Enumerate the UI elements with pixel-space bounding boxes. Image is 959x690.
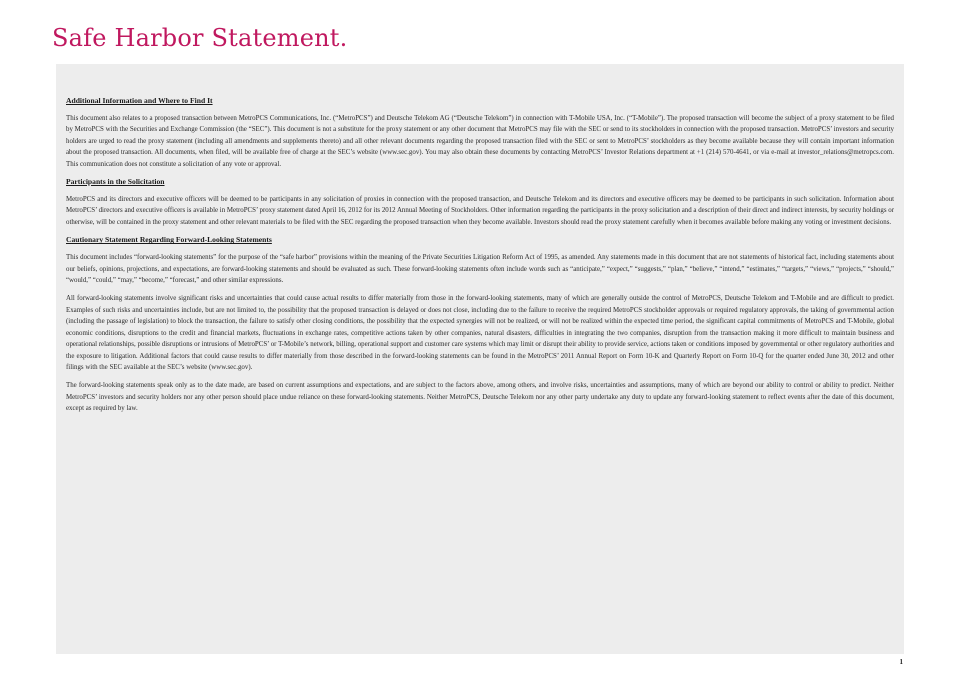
section-heading: Additional Information and Where to Find It xyxy=(66,96,213,105)
section-paragraph: This document also relates to a proposed transaction between MetroPCS Communications, Inc. (“MetroPCS”) and Deutsche Telekom AG (“Deutsche Telekom”) in connection with T-Mobile USA, Inc. (“T-Mobile”). The proposed transaction will become the subject of a proxy statement to be filed by MetroPCS with the Securities and Exchange Commission (the “SEC”). This document is not a substitute for the proxy statement or any other document that MetroPCS may file with the SEC or send to its stockholders in connection with the proposed transaction. MetroPCS’ investors and security holders are urged to read the proxy statement (including all amendments and supplements thereto) and all other relevant documents regarding the proposed transaction filed with the SEC or sent to MetroPCS’ stockholders as they become available because they will contain important information about the proposed transaction. All documents, when filed, will be available free of charge at the SEC’s website (www.sec.gov). You may also obtain these documents by contacting MetroPCS’ Investor Relations department at +1 (214) 570-4641, or via e-mail at investor_relations@metropcs.com. This communication does not constitute a solicitation of any vote or approval. xyxy=(66,115,894,168)
section-heading: Cautionary Statement Regarding Forward-Looking Statements xyxy=(66,235,272,245)
section-paragraph: MetroPCS and its directors and executive officers will be deemed to be participants in any solicitation of proxies in connection with the proposed transaction, and Deutsche Telekom and its directors and executive officers may be deemed to be participants in such solicitation. Information about MetroPCS’ directors and executive officers is available in MetroPCS’ proxy statement dated April 16, 2012 for its 2012 Annual Meeting of Stockholders. Other information regarding the participants in the proxy solicitation and a description of their direct and indirect interests, by security holdings or otherwise, will be contained in the proxy statement and other relevant materials to be filed with the SEC regarding the proposed transaction when they become available. Investors should read the proxy statement carefully when it becomes available before making any voting or investment decisions. xyxy=(66,196,894,226)
page-title: Safe Harbor Statement. xyxy=(52,24,348,52)
section-additional-information xyxy=(66,96,894,170)
section-paragraph: All forward-looking statements involve significant risks and uncertainties that could cause actual results to differ materially from those in the forward-looking statements, many of which are generally outside the control of MetroPCS, Deutsche Telekom and T-Mobile and are difficult to predict. Examples of such risks and uncertainties include, but are not limited to, the possibility that the proposed transaction is delayed or does not close, including due to the failure to receive the required MetroPCS stockholder approvals or required regulatory approvals, the taking of governmental action (including the passage of legislation) to block the transaction, the failure to satisfy other closing conditions, the possibility that the expected synergies will not be realized, or will not be realized within the expected time period, the significant capital commitments of MetroPCS and T-Mobile, global economic conditions, disruptions to the credit and financial markets, fluctuations in exchange rates, competitive actions taken by other companies, natural disasters, difficulties in integrating the two companies, disruption from the transaction making it more difficult to maintain business and operational relationships, possible disruptions or intrusions of MetroPCS’ or T-Mobile’s network, billing, operational support and customer care systems which may limit or disrupt their ability to provide service, actions taken or conditions imposed by governmental or other regulatory authorities and the exposure to litigation. Additional factors that could cause results to differ materially from those described in the forward-looking statements can be found in the MetroPCS’ 2011 Annual Report on Form 10-K and Quarterly Report on Form 10-Q for the quarter ended June 30, 2012 and other filings with the SEC available at the SEC’s website (www.sec.gov). xyxy=(66,295,894,371)
section-participants xyxy=(66,177,894,228)
section-heading: Participants in the Solicitation xyxy=(66,177,165,187)
section-paragraph: This document includes “forward-looking statements” for the purpose of the “safe harbor” provisions within the meaning of the Private Securities Litigation Reform Act of 1995, as amended. Any statements made in this document that are not statements of historical fact, including statements about our beliefs, opinions, projections, and expectations, are forward-looking statements and should be evaluated as such. These forward-looking statements often include words such as “anticipate,” “expect,” “suggests,” “plan,” “believe,” “intend,” “estimates,” “targets,” “views,” “projects,” “should,” “would,” “could,” “may,” “become,” “forecast,” and other similar expressions. xyxy=(66,254,894,285)
disclaimer-panel xyxy=(56,64,904,654)
section-cautionary-statement xyxy=(66,235,894,414)
section-paragraph: The forward-looking statements speak only as to the date made, are based on current assumptions and expectations, and are subject to the factors above, among others, and involve risks, uncertainties and assumptions, many of which are beyond our ability to control or ability to predict. Neither MetroPCS’ investors and security holders nor any other person should place undue reliance on these forward-looking statements. Neither MetroPCS, Deutsche Telekom nor any other party undertake any duty to update any forward-looking statement to reflect events after the date of this document, except as required by law. xyxy=(66,382,894,413)
page-number: 1 xyxy=(899,658,903,666)
